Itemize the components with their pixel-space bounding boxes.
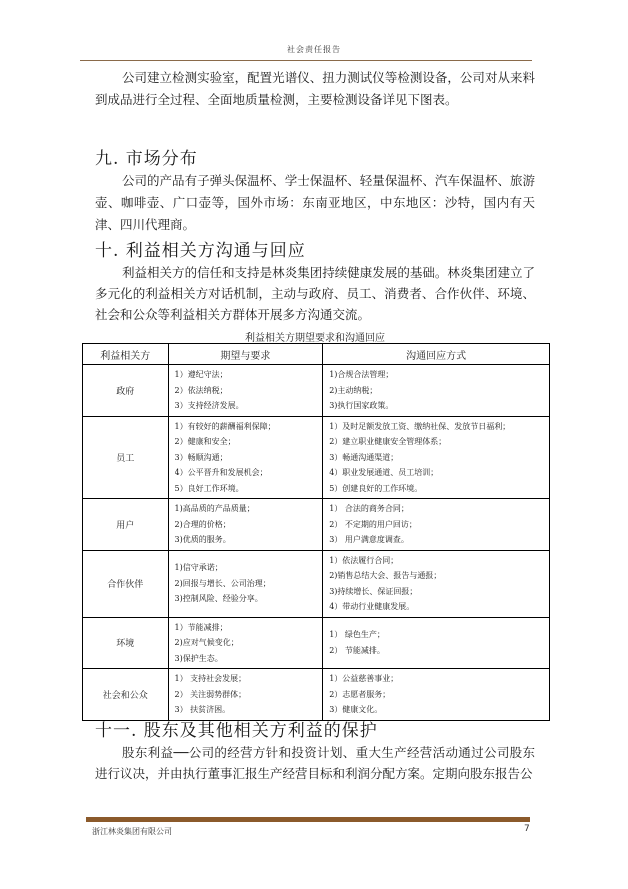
section-11-paragraph: 股东利益──公司的经营方针和投资计划、重大生产经营活动通过公司股东进行议决，并由执行董事汇报生产经营目标和利润分配方案。定期向股东报告公 (95, 745, 535, 781)
stakeholder-name: 员工 (83, 416, 169, 499)
expectation-cell (168, 669, 323, 721)
response-item: 1）公益慈善事业； (329, 674, 399, 683)
expectation-cell (168, 617, 323, 669)
column-header: 利益相关方 (83, 344, 169, 365)
expectation-item: 2)合理的价格； (174, 519, 231, 529)
response-cell (323, 617, 550, 669)
expectation-item: 1） 支持社会发展； (174, 674, 247, 683)
expectation-item: 2)回报与增长、公司治理； (174, 578, 271, 588)
footer-company: 浙江林炎集团有限公司 (92, 827, 172, 836)
table-row (83, 499, 550, 551)
table-row (83, 416, 550, 499)
response-item: 4）带动行业健康发展。 (329, 602, 415, 611)
response-item: 3）畅通沟通渠道； (329, 452, 399, 462)
table-row (83, 617, 550, 669)
response-item: 1）依法履行合同； (329, 555, 399, 565)
response-item: 3)持续增长、保证回报； (329, 586, 418, 596)
response-item: 2） 不定期的用户回访； (329, 519, 417, 529)
response-item: 2）志愿者服务； (329, 689, 391, 699)
section-10-heading: 十. 利益相关方沟通与回应 (95, 241, 306, 261)
expectation-item: 2）依法纳税； (174, 385, 228, 395)
intro-paragraph: 公司建立检测实验室，配置光谱仪、扭力测试仪等检测设备，公司对从来料到成品进行全过程、全面地质量检测，主要检测设备详见下图表。 (95, 70, 535, 107)
response-item: 4）职业发展通道、员工培训； (329, 468, 439, 477)
table-caption: 利益相关方期望要求和沟通回应 (245, 333, 385, 344)
expectation-item: 3)控制风险、经验分享。 (174, 594, 263, 604)
table-row (83, 365, 550, 417)
expectation-cell (168, 550, 323, 617)
expectation-item: 3)优质的服务。 (174, 535, 231, 544)
stakeholder-name: 合作伙伴 (83, 550, 169, 617)
response-item: 5）创建良好的工作环境。 (329, 483, 423, 493)
expectation-item: 1)信守承诺； (174, 563, 223, 573)
expectation-cell (168, 365, 323, 417)
expectation-item: 3）畅顺沟通； (174, 452, 228, 462)
section-9-heading: 九. 市场分布 (95, 149, 198, 169)
response-item: 1）及时足额发放工资、缴纳社保、发放节日福利； (329, 421, 511, 431)
expectation-item: 3)保护生态。 (174, 653, 223, 663)
response-item: 3）健康文化。 (329, 705, 383, 714)
section-9-paragraph: 公司的产品有子弹头保温杯、学士保温杯、轻量保温杯、汽车保温杯、旅游壶、咖啡壶、广口壶等，国外市场：东南亚地区，中东地区：沙特，国内有天津、四川代理商。 (95, 173, 535, 232)
footer-divider (86, 817, 530, 822)
expectation-item: 3） 扶贫济困。 (174, 705, 231, 714)
section-11-heading: 十一. 股东及其他相关方利益的保护 (95, 721, 378, 741)
response-item: 1） 合法的商务合同； (329, 504, 409, 513)
expectation-item: 1）有较好的薪酬福利保障； (174, 421, 276, 431)
expectation-item: 4）公平晋升和发展机会； (174, 468, 268, 477)
response-cell (323, 550, 550, 617)
stakeholder-table (82, 343, 550, 721)
stakeholder-name: 政府 (83, 365, 169, 417)
expectation-item: 1)高品质的产品质量； (174, 504, 255, 513)
response-cell (323, 669, 550, 721)
response-cell (323, 499, 550, 551)
table-header-row (83, 344, 550, 365)
response-item: 2)主动纳税； (329, 385, 378, 395)
response-item: 3)执行国家政策。 (329, 401, 394, 410)
expectation-item: 1）节能减排； (174, 622, 228, 632)
expectation-item: 2)应对气候变化； (174, 638, 239, 647)
column-header: 沟通回应方式 (323, 344, 550, 365)
expectation-item: 3）支持经济发展。 (174, 401, 244, 410)
response-item: 1） 绿色生产； (329, 630, 385, 640)
header-divider (80, 60, 532, 61)
page-number: 7 (524, 824, 530, 834)
stakeholder-name: 社会和公众 (83, 669, 169, 721)
column-header: 期望与要求 (168, 344, 323, 365)
expectation-item: 5）良好工作环境。 (174, 483, 244, 493)
response-item: 2） 节能减排。 (329, 645, 385, 655)
response-item: 2）建立职业健康安全管理体系； (329, 437, 447, 446)
section-10-paragraph: 利益相关方的信任和支持是林炎集团持续健康发展的基础。林炎集团建立了多元化的利益相关方对话机制，主动与政府、员工、消费者、合作伙伴、环境、社会和公众等利益相关方群体开展多方沟通交流。 (95, 265, 535, 322)
expectation-cell (168, 499, 323, 551)
report-header-title: 社会责任报告 (287, 45, 341, 54)
expectation-item: 2）健康和安全； (174, 437, 236, 446)
response-item: 3） 用户满意度调查。 (329, 535, 409, 544)
table-row (83, 669, 550, 721)
response-cell (323, 416, 550, 499)
expectation-cell (168, 416, 323, 499)
stakeholder-name: 用户 (83, 499, 169, 551)
response-item: 1)合规合法管理； (329, 370, 394, 379)
response-item: 2)销售总结大会、报告与通报； (329, 571, 442, 580)
expectation-item: 1）遵纪守法； (174, 370, 228, 379)
expectation-item: 2） 关注弱势群体； (174, 689, 247, 699)
table-row (83, 550, 550, 617)
response-cell (323, 365, 550, 417)
stakeholder-name: 环境 (83, 617, 169, 669)
